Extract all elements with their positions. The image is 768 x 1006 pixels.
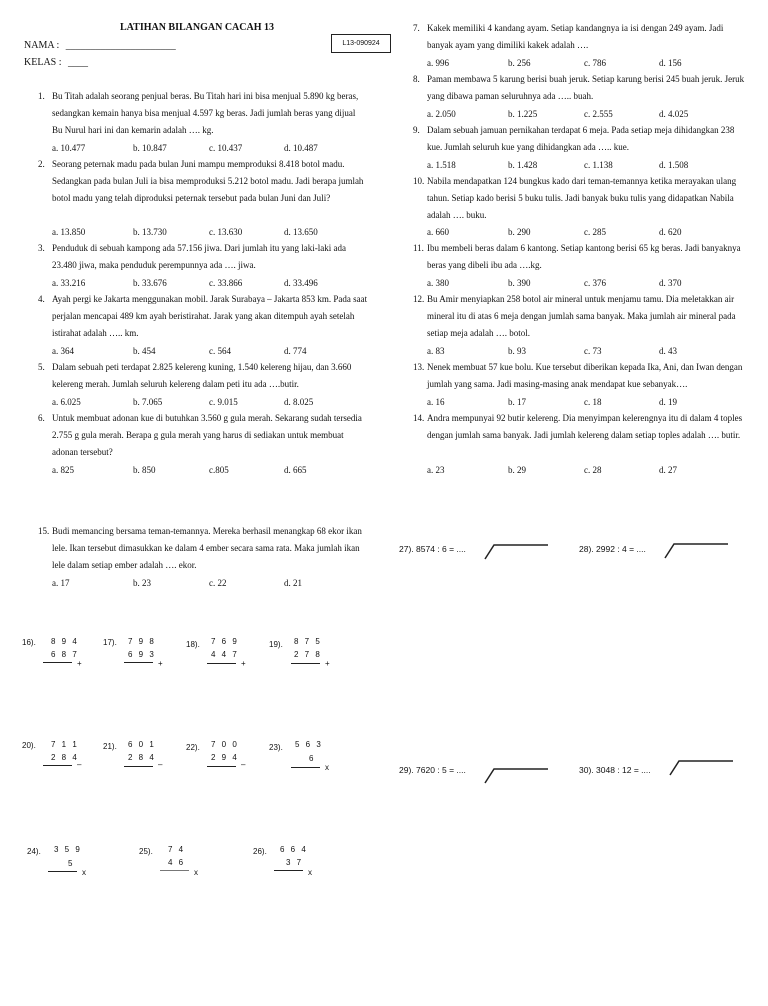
option-b: b. 1.225	[508, 109, 538, 119]
question-6	[38, 410, 368, 461]
question-text: Seorang peternak madu pada bulan Juni mampu memproduksi 8.418 botol madu. Sedangkan pada bulan Juli ia bisa memproduksi 5.212 botol madu. Jadi berapa jumlah botol madu yang telah diproduksi peternak tersebut pada bulan Juni dan Juli?	[52, 159, 364, 203]
option-a: a. 16	[427, 397, 445, 407]
option-b: b. 29	[508, 465, 526, 475]
product-line	[160, 870, 189, 871]
kelas-field	[24, 57, 88, 68]
option-c: c. 13.630	[209, 227, 243, 237]
option-c: c. 285	[584, 227, 606, 237]
option-a: a. 17	[52, 578, 70, 588]
question-text: Kakek memiliki 4 kandang ayam. Setiap kandangnya ia isi dengan 249 ayam. Jadi banyak ayam yang dimiliki kakek adalah ….	[427, 23, 724, 50]
question-number: 4.	[38, 294, 45, 304]
option-b: b. 454	[133, 346, 156, 356]
division-29: 29). 7620 : 5 = ....	[399, 765, 466, 775]
option-a: a. 2.050	[427, 109, 456, 119]
difference-line	[43, 765, 72, 766]
option-c: c. 2.555	[584, 109, 613, 119]
page-title: LATIHAN BILANGAN CACAH 13	[120, 22, 274, 33]
division-bracket-icon	[484, 765, 550, 785]
division-bracket-icon	[669, 757, 735, 777]
column-op-16: 16). 8 9 4 6 8 7 +	[22, 637, 82, 668]
option-d: d. 156	[659, 58, 682, 68]
option-b: b. 13.730	[133, 227, 167, 237]
option-d: d. 13.650	[284, 227, 318, 237]
option-a: a. 33.216	[52, 278, 86, 288]
question-number: 8.	[413, 74, 420, 84]
question-number: 5.	[38, 362, 45, 372]
option-c: c. 1.138	[584, 160, 613, 170]
option-c: c. 22	[209, 578, 227, 588]
question-number: 14.	[413, 413, 425, 423]
kelas-blank: ____	[68, 57, 88, 68]
question-text: Andra mempunyai 92 butir kelereng. Dia menyimpan kelerengnya itu di dalam 4 toples dengan jumlah sama banyak. Jadi jumlah kelereng dalam setiap toples adalah …. butir.	[427, 413, 743, 440]
question-text: Nenek membuat 57 kue bolu. Kue tersebut diberikan kepada Ika, Ani, dan Iwan dengan jumlah yang sama. Jadi masing-masing anak mendapat kue sebanyak….	[427, 362, 743, 389]
nama-field	[24, 40, 176, 51]
option-a: a. 83	[427, 346, 445, 356]
difference-line	[124, 766, 153, 767]
option-a: a. 825	[52, 465, 74, 475]
option-a: a. 364	[52, 346, 74, 356]
option-d: d. 19	[659, 397, 677, 407]
option-c: c. 564	[209, 346, 231, 356]
question-number: 10.	[413, 176, 425, 186]
option-a: a. 10.477	[52, 143, 86, 153]
question-text: Nabila mendapatkan 124 bungkus kado dari teman-temannya ketika merayakan ulang tahun. Setiap kado berisi 5 buku tulis. Jadi banyak buku tulis yang didapatkan Nabila adalah …. buku.	[427, 176, 737, 220]
option-b: b. 1.428	[508, 160, 538, 170]
option-d: d. 1.508	[659, 160, 689, 170]
option-d: d. 4.025	[659, 109, 689, 119]
option-a: a. 13.850	[52, 227, 86, 237]
option-a: a. 996	[427, 58, 449, 68]
column-op-17: 17). 7 9 8 6 9 3 +	[103, 637, 163, 668]
option-d: d. 620	[659, 227, 682, 237]
option-b: b. 17	[508, 397, 526, 407]
option-b: b. 7.065	[133, 397, 163, 407]
question-9	[413, 122, 745, 156]
option-d: d. 43	[659, 346, 677, 356]
option-d: d. 665	[284, 465, 307, 475]
question-number: 6.	[38, 413, 45, 423]
column-op-20: 20). 7 1 1 2 8 4 –	[22, 740, 82, 769]
column-op-23: 23). 5 6 3 6 x	[269, 740, 329, 772]
question-5	[38, 359, 368, 393]
option-d: d. 774	[284, 346, 307, 356]
option-c: c. 376	[584, 278, 606, 288]
column-op-21: 21). 6 0 1 2 8 4 –	[103, 740, 163, 769]
option-d: d. 370	[659, 278, 682, 288]
question-1	[38, 88, 368, 139]
question-text: Ayah pergi ke Jakarta menggunakan mobil. Jarak Surabaya – Jakarta 853 km. Pada saat perjalan mencapai 489 km ayah beristirahat. Jarak yang akan ditempuh ayah setelah istirahat adalah ….. km.	[52, 294, 368, 338]
column-op-18: 18). 7 6 9 4 4 7 +	[186, 637, 246, 668]
division-27: 27). 8574 : 6 = ....	[399, 544, 466, 554]
column-op-26: 26). 6 6 4 3 7 x	[253, 845, 312, 877]
option-a: a. 1.518	[427, 160, 456, 170]
sum-line	[207, 663, 236, 664]
option-b: b. 93	[508, 346, 526, 356]
question-text: Bu Amir menyiapkan 258 botol air mineral untuk menjamu tamu. Dia meletakkan air mineral itu di atas 6 meja dengan jumlah sama banyak. Maka jumlah air mineral pada setiap meja adalah …. botol.	[427, 294, 736, 338]
option-d: d. 33.496	[284, 278, 318, 288]
question-text: Penduduk di sebuah kampong ada 57.156 jiwa. Dari jumlah itu yang laki-laki ada 23.480 jiwa, maka penduduk perempunnya ada …. jiwa.	[52, 243, 346, 270]
division-28: 28). 2992 : 4 = ....	[579, 544, 646, 554]
question-number: 11.	[413, 243, 424, 253]
question-number: 12.	[413, 294, 425, 304]
option-d: d. 27	[659, 465, 677, 475]
product-line	[291, 767, 320, 768]
division-bracket-icon	[664, 540, 730, 560]
question-11	[413, 240, 745, 274]
question-text: Ibu membeli beras dalam 6 kantong. Setiap kantong berisi 65 kg beras. Jadi banyaknya beras yang dibeli ibu ada ….kg.	[427, 243, 741, 270]
column-op-22: 22). 7 0 0 2 9 4 –	[186, 740, 246, 769]
option-b: b. 290	[508, 227, 531, 237]
question-number: 9.	[413, 125, 420, 135]
option-d: d. 21	[284, 578, 302, 588]
option-d: d. 8.025	[284, 397, 314, 407]
option-a: a. 6.025	[52, 397, 81, 407]
question-text: Dalam sebuah peti terdapat 2.825 kelereng kuning, 1.540 kelereng hijau, dan 3.660 kelereng merah. Jumlah seluruh kelereng dalam peti itu ada ….butir.	[52, 362, 352, 389]
option-a: a. 23	[427, 465, 445, 475]
option-b: b. 10.847	[133, 143, 167, 153]
option-b: b. 23	[133, 578, 151, 588]
question-text: Untuk membuat adonan kue di butuhkan 3.560 g gula merah. Sekarang sudah tersedia 2.755 g gula merah. Berapa g gula merah yang harus di sediakan untuk membuat adonan tersebut?	[52, 413, 362, 457]
column-op-19: 19). 8 7 5 2 7 8 +	[269, 637, 330, 668]
nama-label: NAMA :	[24, 40, 60, 51]
column-op-24: 24). 3 5 9 5 x	[27, 845, 86, 877]
sum-line	[124, 662, 153, 663]
question-text: Paman membawa 5 karung berisi buah jeruk. Setiap karung berisi 245 buah jeruk. Jeruk yang dibawa paman seluruhnya ada ….. buah.	[427, 74, 745, 101]
option-b: b. 850	[133, 465, 156, 475]
question-2	[38, 156, 368, 207]
option-b: b. 33.676	[133, 278, 167, 288]
option-b: b. 256	[508, 58, 531, 68]
product-line	[274, 870, 303, 871]
question-13	[413, 359, 745, 393]
option-c: c. 33.866	[209, 278, 243, 288]
question-text: Dalam sebuah jamuan pernikahan terdapat 6 meja. Pada setiap meja dihidangkan 238 kue. Jumlah seluruh kue yang dihidangkan ada ….. kue.	[427, 125, 735, 152]
question-4	[38, 291, 368, 342]
option-c: c. 10.437	[209, 143, 243, 153]
option-a: a. 660	[427, 227, 449, 237]
question-text: Bu Titah adalah seorang penjual beras. Bu Titah hari ini bisa menjual 5.890 kg beras, sedangkan kemain hanya bisa menjual 4.597 kg beras. Jadi jumlah beras yang dijual Bu Nurul hari ini dan kemarin adalah …. kg.	[52, 91, 359, 135]
option-c: c. 28	[584, 465, 602, 475]
question-number: 1.	[38, 91, 45, 101]
nama-blank: ______________________	[65, 40, 176, 51]
question-8	[413, 71, 745, 105]
difference-line	[207, 766, 236, 767]
option-c: c. 9.015	[209, 397, 238, 407]
option-c: c. 18	[584, 397, 602, 407]
division-30: 30). 3048 : 12 = ....	[579, 765, 651, 775]
division-bracket-icon	[484, 541, 550, 561]
option-c: c. 73	[584, 346, 602, 356]
question-number: 15.	[38, 526, 50, 536]
question-12	[413, 291, 745, 342]
option-b: b. 390	[508, 278, 531, 288]
column-op-25: 25). 7 4 4 6 x	[139, 845, 198, 877]
question-number: 13.	[413, 362, 425, 372]
option-c: c.805	[209, 465, 229, 475]
question-number: 2.	[38, 159, 45, 169]
sum-line	[43, 662, 72, 663]
question-14	[413, 410, 745, 444]
question-7	[413, 20, 745, 54]
option-a: a. 380	[427, 278, 449, 288]
question-number: 7.	[413, 23, 420, 33]
question-3	[38, 240, 368, 274]
option-c: c. 786	[584, 58, 606, 68]
product-line	[48, 871, 77, 872]
worksheet-code: L13-090924	[331, 34, 391, 53]
option-d: d. 10.487	[284, 143, 318, 153]
question-10	[413, 173, 745, 224]
question-15	[38, 523, 368, 574]
question-text: Budi memancing bersama teman-temannya. Mereka berhasil menangkap 68 ekor ikan lele. Ikan tersebut dimasukkan ke dalam 4 ember secara sama rata. Maka jumlah ikan lele dalam setiap ember adalah …. ekor.	[52, 526, 362, 570]
kelas-label: KELAS :	[24, 57, 62, 68]
question-number: 3.	[38, 243, 45, 253]
sum-line	[291, 663, 320, 664]
